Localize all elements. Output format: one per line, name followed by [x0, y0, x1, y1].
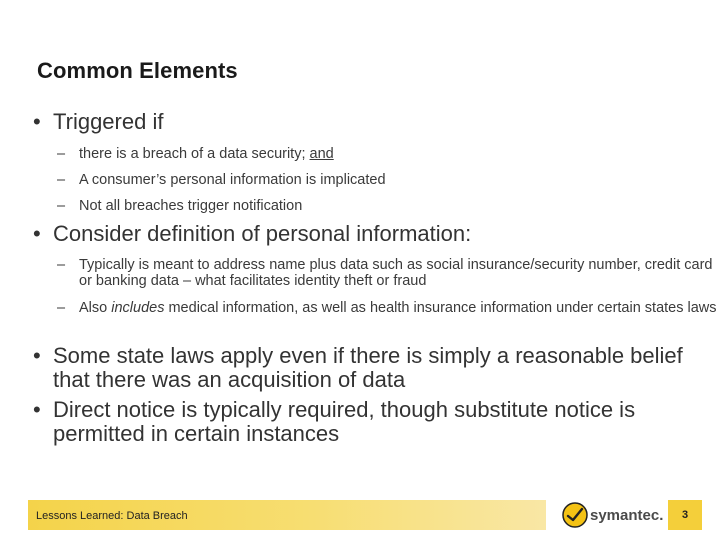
- sub-bullet-text: Not all breaches trigger notification: [79, 198, 303, 214]
- footer-label: Lessons Learned: Data Breach: [36, 510, 188, 522]
- bullet-marker: •: [33, 109, 41, 134]
- sub-bullet-text: Typically is meant to address name plus data such as social insurance/security number, credit card or banking data – what facilitates identity theft or fraud: [79, 257, 713, 289]
- sub-bullet-text: medical information, as well as health insurance information under certain states laws: [164, 300, 717, 316]
- slide-title: Common Elements: [37, 58, 238, 83]
- bullet-marker: •: [33, 397, 41, 422]
- sub-bullet-marker: –: [57, 198, 66, 214]
- symantec-logo: [560, 500, 670, 530]
- emphasis-text: includes: [111, 300, 165, 316]
- bullet-text: Some state laws apply even if there is simply a reasonable belief that there was an acquisition of data: [53, 343, 683, 392]
- bullet-text: Triggered if: [53, 109, 164, 134]
- bullet-text: Direct notice is typically required, though substitute notice is permitted in certain instances: [53, 397, 636, 446]
- sub-bullet-marker: –: [57, 146, 66, 162]
- logo-text: symantec.: [590, 507, 664, 524]
- sub-bullet-text: A consumer’s personal information is implicated: [79, 172, 386, 188]
- emphasis-text: and: [309, 146, 334, 162]
- page-number: 3: [681, 509, 689, 521]
- sub-bullet-text: Also: [79, 300, 112, 316]
- bullet-text: Consider definition of personal information:: [53, 221, 472, 246]
- sub-bullet-text: there is a breach of a data security;: [79, 146, 310, 162]
- bullet-marker: •: [33, 343, 41, 368]
- sub-bullet-marker: –: [57, 172, 66, 188]
- page-number-box: [668, 500, 702, 530]
- bullet-marker: •: [33, 221, 41, 246]
- sub-bullet-marker: –: [57, 300, 66, 316]
- sub-bullet-marker: –: [57, 257, 66, 273]
